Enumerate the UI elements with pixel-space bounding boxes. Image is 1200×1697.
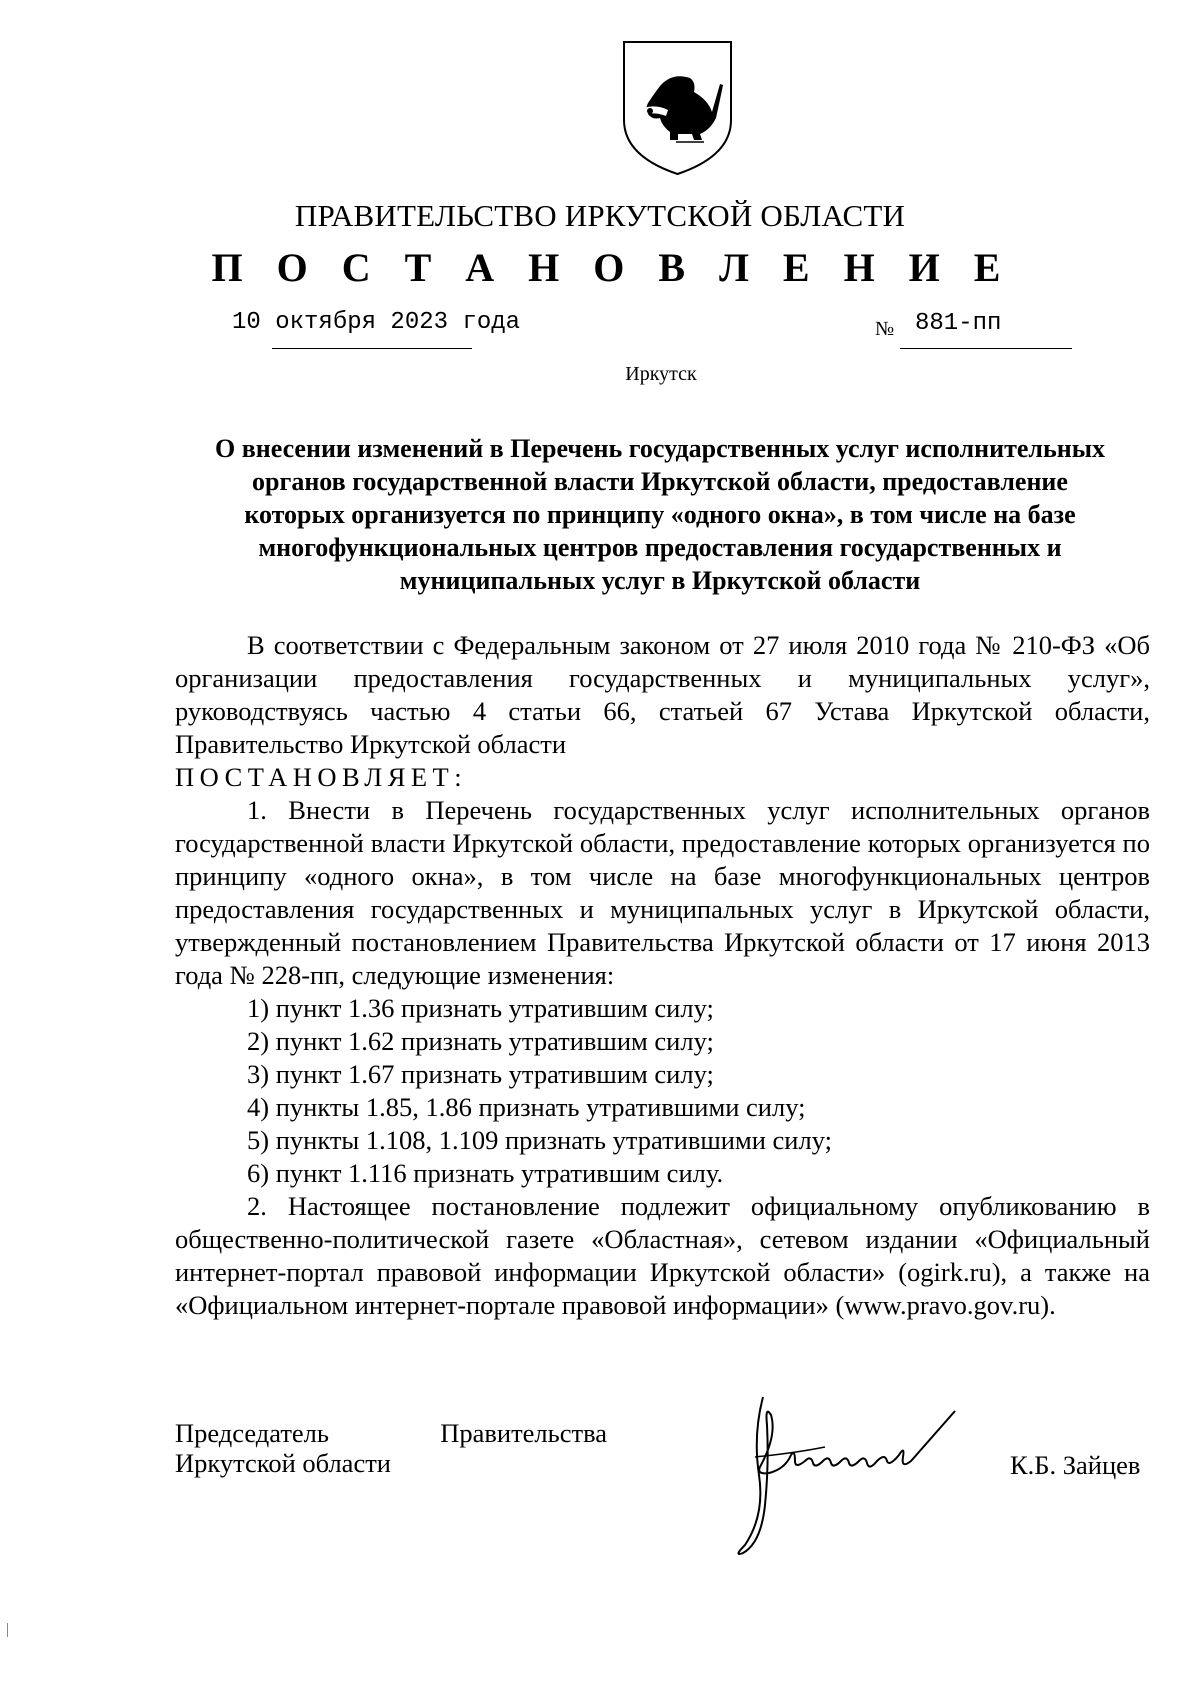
signer-name: К.Б. Зайцев bbox=[1010, 1450, 1141, 1480]
list-item: 4) пункты 1.85, 1.86 признать утратившими силу; bbox=[247, 1092, 806, 1122]
document-type-title: П О С Т А Н О В Л Е Н И Е bbox=[211, 245, 1013, 290]
point-1-paragraph: 1. Внести в Перечень государственных услуг исполнительных органов государственной власти Иркутской области, предоставление которых организуется по принципу «одного окна», в том числе на базе многофункциональных центров предоставления государственных и муниципальных услуг в Иркутской области, утвержденный постановлением Правительства Иркутской области от 17 июня 2013 года № 228-пп, следующие изменения: bbox=[175, 795, 1150, 990]
document-subject bbox=[165, 432, 1155, 597]
number-sign: № bbox=[875, 318, 895, 340]
coat-of-arms-icon bbox=[620, 38, 735, 178]
resolves-heading: ПОСТАНОВЛЯЕТ: bbox=[175, 762, 468, 792]
preamble-paragraph: В соответствии с Федеральным законом от 27 июля 2010 года № 210-ФЗ «Об организации предоставления государственных и муниципальных услуг», руководствуясь частью 4 статьи 66, статьей 67 Устава Иркутской области, Правительство Иркутской области bbox=[175, 630, 1150, 759]
document-date: 10 октября 2023 года bbox=[232, 309, 521, 336]
signatory-title-word: Правительства bbox=[440, 1418, 607, 1448]
subject-line: многофункциональных центров предоставления государственных и bbox=[258, 533, 1062, 562]
handwritten-signature bbox=[725, 1395, 1000, 1560]
subject-line: органов государственной власти Иркутской области, предоставление bbox=[252, 467, 1068, 496]
margin-mark bbox=[7, 1623, 8, 1637]
list-item: 3) пункт 1.67 признать утратившим силу; bbox=[247, 1059, 714, 1089]
subject-line: О внесении изменений в Перечень государственных услуг исполнительных bbox=[214, 434, 1106, 463]
number-underline bbox=[900, 348, 1072, 349]
signatory-title-word: Председатель bbox=[175, 1418, 329, 1448]
date-underline bbox=[272, 348, 472, 349]
issuing-authority: ПРАВИТЕЛЬСТВО ИРКУТСКОЙ ОБЛАСТИ bbox=[294, 198, 906, 233]
point-2-paragraph: 2. Настоящее постановление подлежит официальному опубликованию в общественно-политической газете «Областная», сетевом издании «Официальный интернет-портал правовой информации Иркутской области» (ogirk.ru), а также на «Официальном интернет-портале правовой информации» (www.pravo.gov.ru). bbox=[175, 1191, 1150, 1320]
subject-line: муниципальных услуг в Иркутской области bbox=[399, 566, 921, 595]
list-item: 5) пункты 1.108, 1.109 признать утратившими силу; bbox=[247, 1125, 832, 1155]
list-item: 1) пункт 1.36 признать утратившим силу; bbox=[247, 993, 714, 1023]
subject-line: которых организуется по принципу «одного окна», в том числе на базе bbox=[244, 500, 1076, 529]
document-body bbox=[175, 629, 1150, 1322]
list-item: 2) пункт 1.62 признать утратившим силу; bbox=[247, 1026, 714, 1056]
signatory-title bbox=[175, 1418, 625, 1478]
city: Иркутск bbox=[625, 363, 697, 385]
list-item: 6) пункт 1.116 признать утратившим силу. bbox=[247, 1158, 724, 1188]
document-number: 881-пп bbox=[915, 310, 1002, 337]
signatory-title-line: Иркутской области bbox=[175, 1448, 391, 1478]
